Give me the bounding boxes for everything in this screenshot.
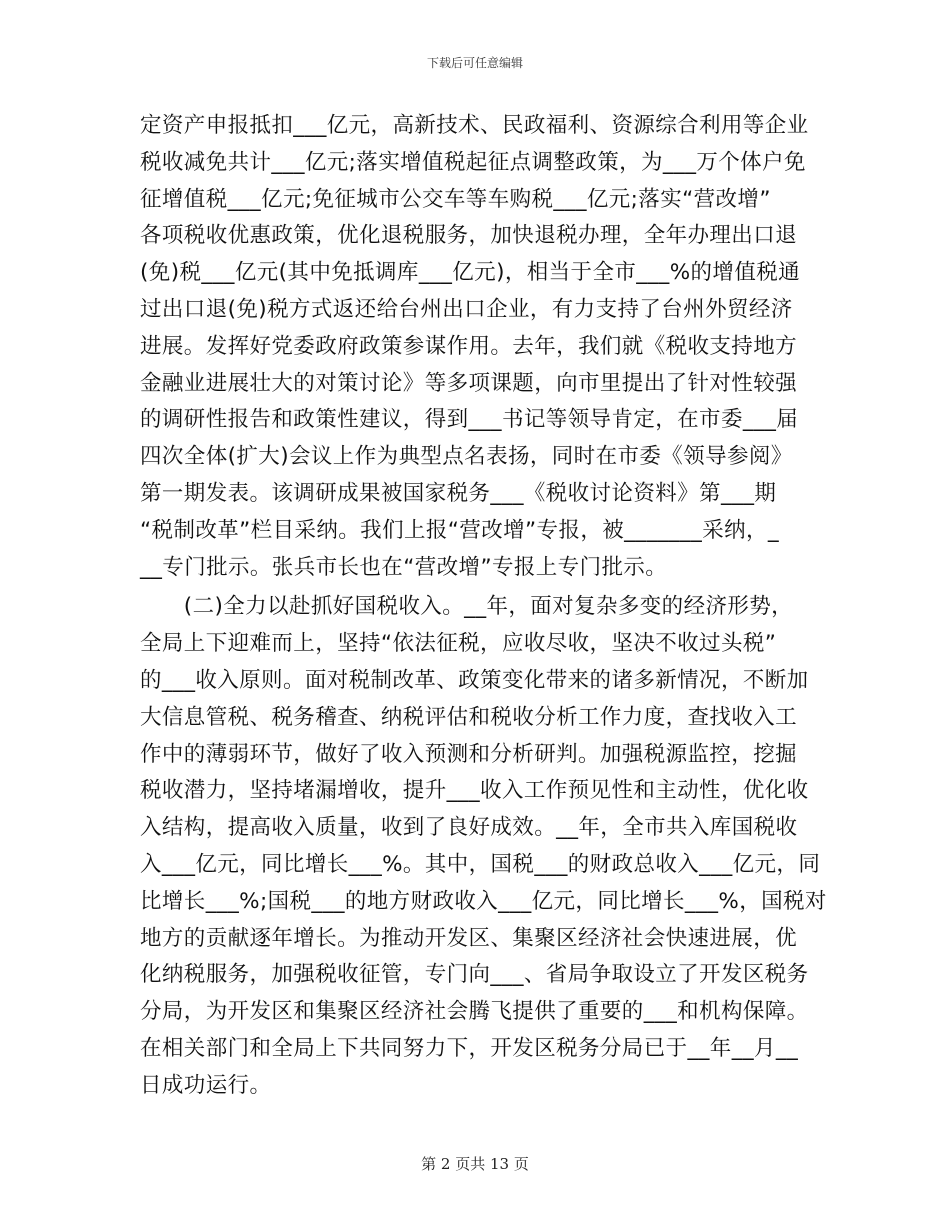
text-line: 进展。发挥好党委政府政策参谋作用。去年，我们就《税收支持地方 (140, 333, 798, 359)
text-line: 税收减免共计___亿元;落实增值税起征点调整政策，为___万个体户免 (140, 149, 806, 175)
text-line: “税制改革”栏目采纳。我们上报“营改增”专报，被_______采纳，_ (140, 517, 780, 543)
text-line: __专门批示。张兵市长也在“营改增”专报上专门批示。 (140, 554, 668, 580)
text-line: 税收潜力，坚持堵漏增收，提升___收入工作预见性和主动性，优化收 (140, 778, 809, 804)
text-line: 过出口退(免)税方式返还给台州出口企业，有力支持了台州外贸经济 (140, 296, 793, 322)
text-line: 化纳税服务，加强税收征管，专门向___、省局争取设立了开发区税务 (140, 962, 809, 988)
text-line: 在相关部门和全局上下共同努力下，开发区税务分局已于__年__月__ (140, 1035, 799, 1061)
text-line: 作中的薄弱环节，做好了收入预测和分析研判。加强税源监控，挖掘 (140, 741, 798, 767)
text-line: 地方的贡献逐年增长。为推动开发区、集聚区经济社会快速进展，优 (140, 925, 798, 951)
text-line: 全局上下迎难而上，坚持“依法征税，应收尽收，坚决不收过头税” (140, 631, 777, 657)
text-line: 定资产申报抵扣___亿元，高新技术、民政福利、资源综合利用等企业 (140, 113, 809, 138)
text-line: 各项税收优惠政策，优化退税服务，加快退税办理，全年办理出口退 (140, 223, 798, 249)
paragraph-tax-relief (140, 108, 820, 586)
text-line: 分局，为开发区和集聚区经济社会腾飞提供了重要的___和机构保障。 (140, 999, 809, 1025)
page-footer: 第 2 页共 13 页 (421, 1155, 529, 1173)
text-line: 日成功运行。 (140, 1072, 272, 1098)
text-line: 入___亿元，同比增长___%。其中，国税___的财政总收入___亿元，同 (140, 851, 821, 877)
page-header: 下载后可任意编辑 (426, 56, 523, 70)
text-line: 大信息管税、税务稽查、纳税评估和税收分析工作力度，查找收入工 (140, 704, 798, 730)
text-line: 金融业进展壮大的对策讨论》等多项课题，向市里提出了针对性较强 (140, 370, 798, 396)
text-line: 的___收入原则。面对税制改革、政策变化带来的诸多新情况，不断加 (140, 667, 809, 693)
text-line: 入结构，提高收入质量，收到了良好成效。__年，全市共入库国税收 (140, 815, 798, 841)
text-line: 征增值税___亿元;免征城市公交车等车购税___亿元;落实“营改增” (140, 186, 771, 212)
text-line: 第一期发表。该调研成果被国家税务___《税收讨论资料》第___期 (140, 480, 777, 506)
text-line: 四次全体(扩大)会议上作为典型点名表扬，同时在市委《领导参阅》 (140, 444, 793, 470)
text-line: 比增长___%;国税___的地方财政收入___亿元，同比增长___%，国税对 (140, 888, 827, 914)
text-line: (免)税___亿元(其中免抵调库___亿元)，相当于全市___%的增值税通 (140, 260, 801, 286)
paragraph-tax-revenue (140, 589, 827, 1104)
text-line: 的调研性报告和政策性建议，得到___书记等领导肯定，在市委___届 (140, 407, 799, 433)
text-line: (二)全力以赴抓好国税收入。__年，面对复杂多变的经济形势， (140, 594, 794, 620)
document-body (140, 108, 827, 1105)
